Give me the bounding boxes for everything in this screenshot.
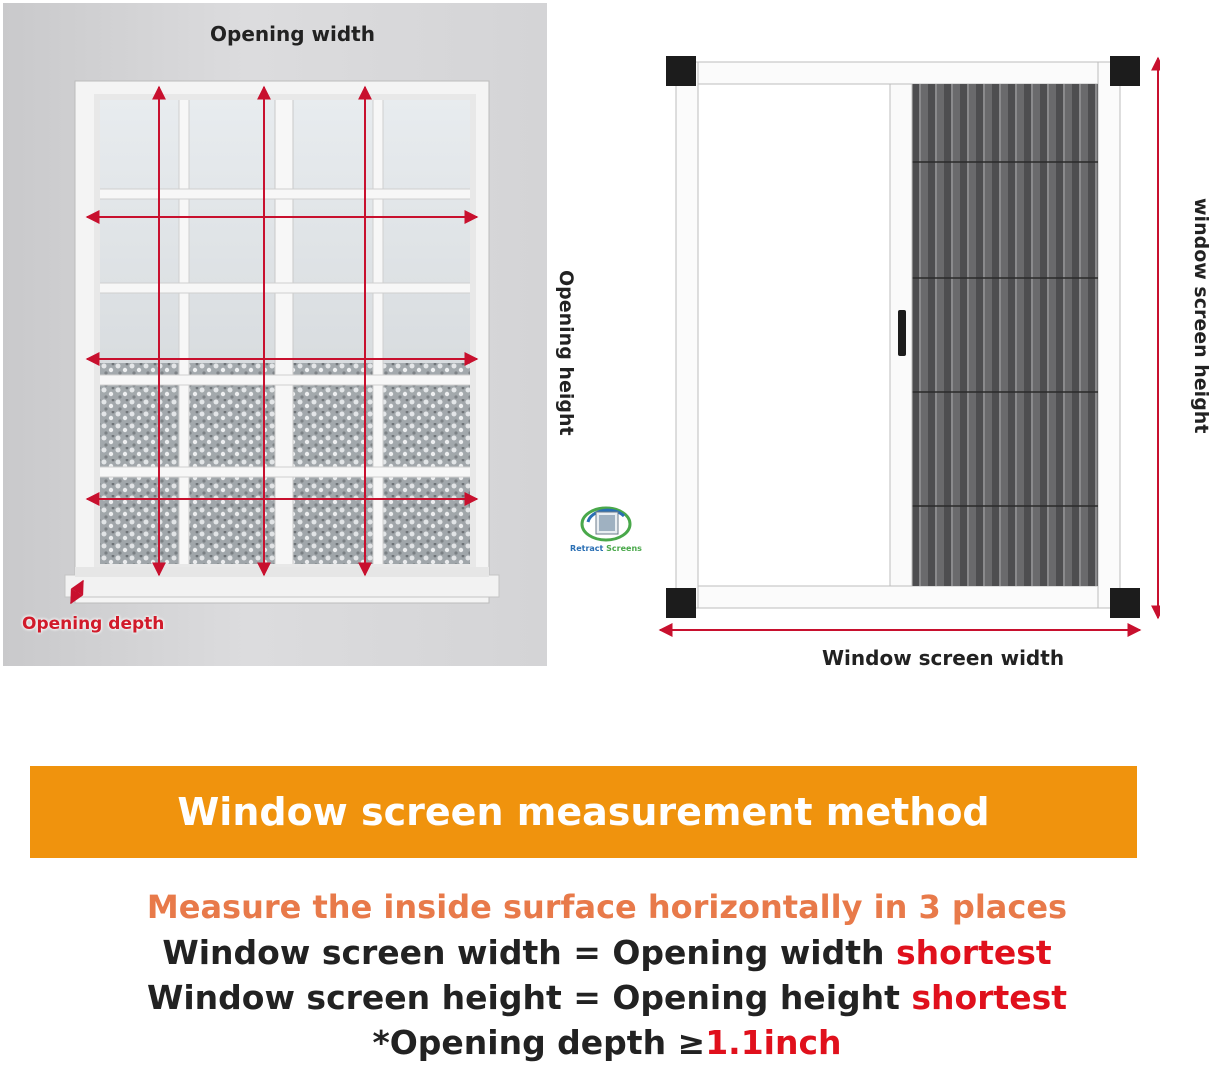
opening-depth-label: Opening depth (22, 614, 165, 634)
window-screen-height-label: window screen height (1190, 198, 1212, 434)
instruction-line-measure: Measure the inside surface horizontally in 3 places (146, 888, 1068, 926)
window-center-mullion (275, 97, 293, 567)
instruction-line-width (0, 933, 1214, 972)
height-rule-highlight: shortest (911, 978, 1068, 1017)
brand-logo (566, 500, 646, 560)
logo-icon (566, 500, 646, 544)
screen-right-stile (1098, 62, 1120, 608)
instruction-line-depth (0, 1023, 1214, 1062)
screen-mesh (912, 84, 1098, 586)
instruction-line-height (0, 978, 1214, 1017)
opening-width-label: Opening width (210, 22, 375, 46)
screen-bottom-rail (676, 586, 1120, 608)
depth-rule-highlight: 1.1inch (705, 1023, 842, 1062)
window-photo (3, 3, 547, 666)
window-sill (65, 575, 499, 597)
width-rule-highlight: shortest (896, 933, 1052, 972)
window-screen-illustration (640, 40, 1160, 640)
screen-top-rail (676, 62, 1120, 84)
height-rule-text: Window screen height = Opening height (146, 978, 912, 1017)
screen-handle (898, 310, 906, 356)
opening-height-label: Opening height (555, 270, 577, 436)
screen-left-stile (676, 62, 698, 608)
window-screen-width-label: Window screen width (822, 646, 1065, 670)
title-banner (30, 766, 1137, 858)
width-rule-text: Window screen width = Opening width (162, 933, 896, 972)
logo-word-screens: Screens (606, 544, 642, 553)
logo-text (566, 544, 646, 553)
banner-title: Window screen measurement method (177, 790, 990, 834)
logo-word-retract: Retract (570, 544, 604, 553)
window-illustration (3, 3, 547, 666)
depth-rule-text: *Opening depth ≥ (372, 1023, 706, 1062)
